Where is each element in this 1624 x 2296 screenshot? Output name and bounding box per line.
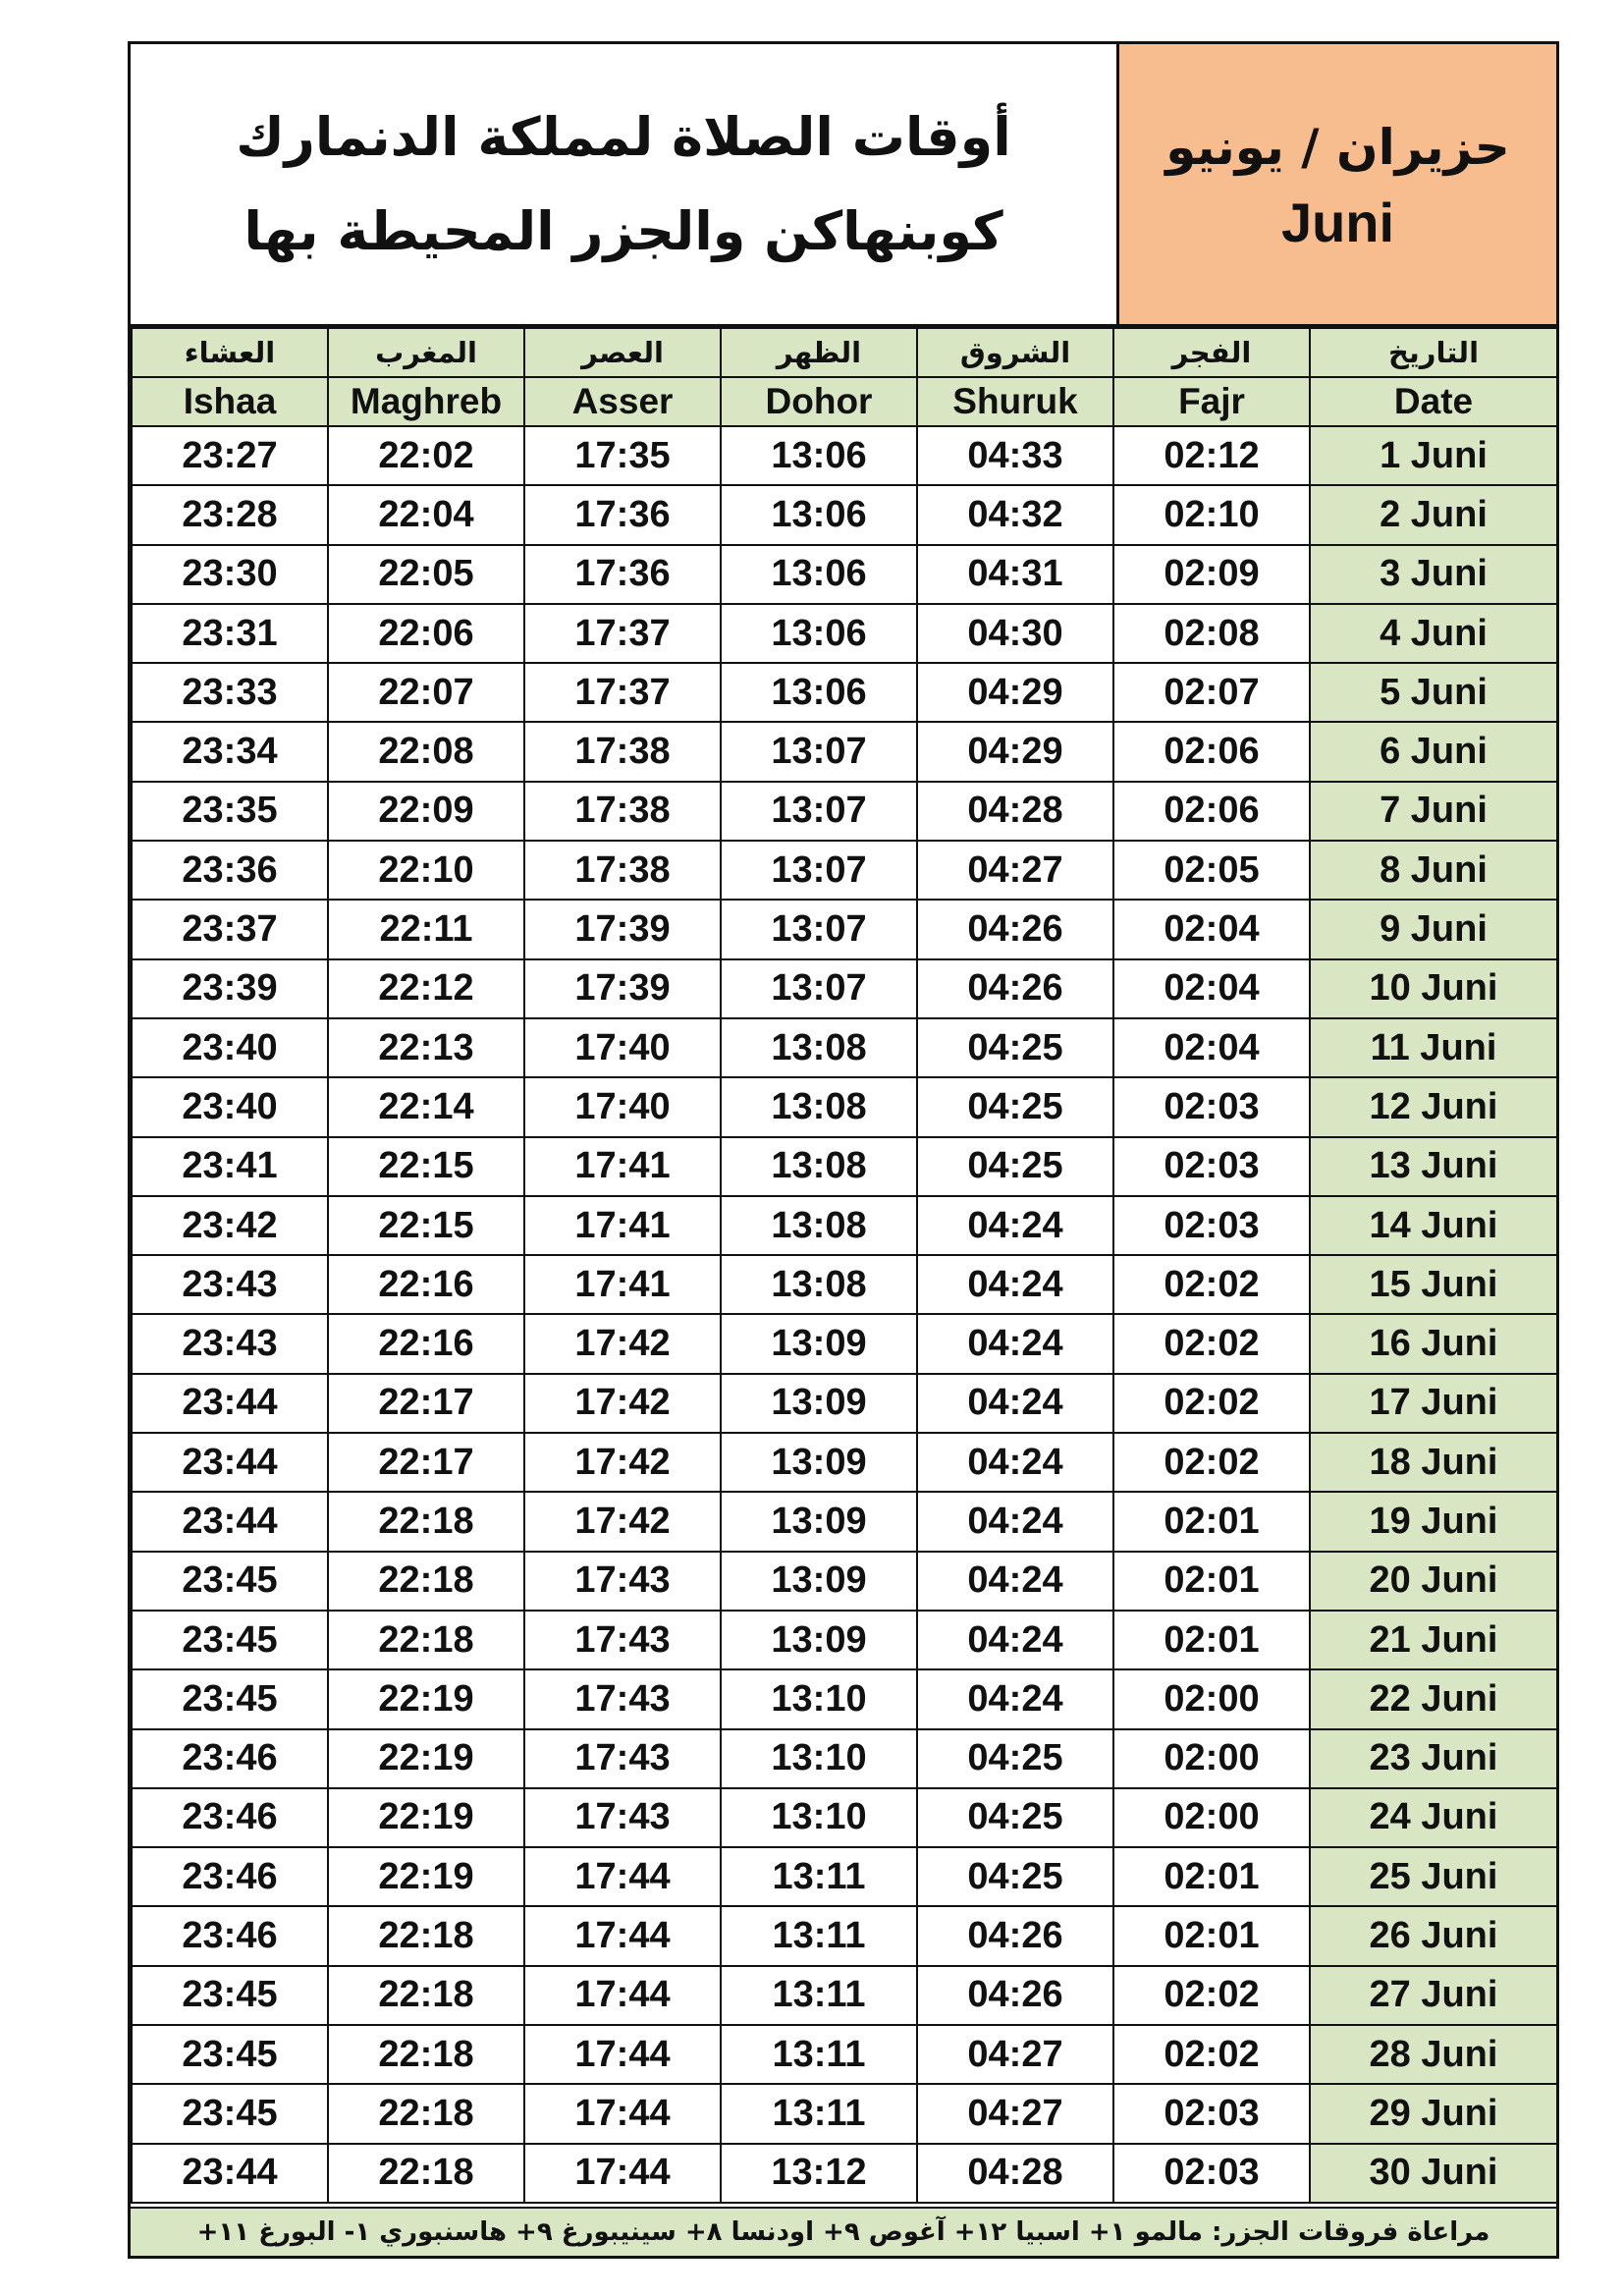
month-arabic: حزيران / يونيو [1165,118,1510,176]
shuruk-cell: 04:24 [917,1255,1113,1314]
date-cell: 6 Juni [1310,722,1557,781]
shuruk-cell: 04:29 [917,722,1113,781]
shuruk-cell: 04:25 [917,1847,1113,1906]
fajr-cell: 02:05 [1113,841,1310,900]
asser-cell: 17:36 [524,485,721,544]
dohor-cell: 13:12 [721,2144,917,2203]
fajr-cell: 02:01 [1113,1906,1310,1965]
ishaa-cell: 23:36 [132,841,328,900]
table-row [132,1314,1557,1373]
fajr-cell: 02:01 [1113,1611,1310,1669]
table-row [132,1137,1557,1196]
month-latin: Juni [1280,191,1395,253]
prayer-times-table [131,327,1558,2204]
shuruk-cell: 04:25 [917,1137,1113,1196]
dohor-cell: 13:11 [721,1966,917,2025]
asser-cell: 17:35 [524,426,721,485]
asser-cell: 17:42 [524,1374,721,1433]
dohor-cell: 13:06 [721,663,917,722]
maghreb-cell: 22:06 [328,604,524,663]
fajr-cell: 02:02 [1113,2025,1310,2084]
date-cell: 5 Juni [1310,663,1557,722]
asser-cell: 17:42 [524,1314,721,1373]
dohor-cell: 13:09 [721,1552,917,1611]
shuruk-cell: 04:25 [917,1729,1113,1788]
asser-cell: 17:44 [524,2084,721,2143]
asser-cell: 17:37 [524,604,721,663]
shuruk-cell: 04:27 [917,2084,1113,2143]
maghreb-cell: 22:15 [328,1196,524,1255]
shuruk-cell: 04:25 [917,1018,1113,1077]
shuruk-cell: 04:24 [917,1433,1113,1492]
maghreb-cell: 22:13 [328,1018,524,1077]
asser-cell: 17:36 [524,545,721,604]
maghreb-cell: 22:07 [328,663,524,722]
asser-cell: 17:43 [524,1669,721,1728]
date-cell: 11 Juni [1310,1018,1557,1077]
table-row [132,485,1557,544]
asser-cell: 17:40 [524,1077,721,1136]
fajr-cell: 02:02 [1113,1966,1310,2025]
maghreb-cell: 22:18 [328,2144,524,2203]
table-row [132,1196,1557,1255]
date-cell: 9 Juni [1310,900,1557,958]
dohor-cell: 13:10 [721,1788,917,1847]
dohor-cell: 13:06 [721,426,917,485]
fajr-cell: 02:06 [1113,782,1310,841]
ishaa-cell: 23:30 [132,545,328,604]
asser-cell: 17:43 [524,1729,721,1788]
date-cell: 23 Juni [1310,1729,1557,1788]
ishaa-cell: 23:44 [132,1433,328,1492]
fajr-cell: 02:04 [1113,1018,1310,1077]
ishaa-cell: 23:42 [132,1196,328,1255]
sheet-header [131,44,1556,327]
col-header-fajr: Fajr [1113,377,1310,426]
shuruk-cell: 04:28 [917,2144,1113,2203]
maghreb-cell: 22:08 [328,722,524,781]
maghreb-cell: 22:18 [328,2084,524,2143]
table-row [132,663,1557,722]
dohor-cell: 13:07 [721,841,917,900]
maghreb-cell: 22:05 [328,545,524,604]
dohor-cell: 13:09 [721,1314,917,1373]
date-cell: 20 Juni [1310,1552,1557,1611]
col-header-dohor-ar: الظهر [721,328,917,377]
dohor-cell: 13:09 [721,1433,917,1492]
shuruk-cell: 04:28 [917,782,1113,841]
dohor-cell: 13:11 [721,1847,917,1906]
shuruk-cell: 04:24 [917,1611,1113,1669]
col-header-fajr-ar: الفجر [1113,328,1310,377]
asser-cell: 17:44 [524,2025,721,2084]
asser-cell: 17:43 [524,1552,721,1611]
col-header-maghreb: Maghreb [328,377,524,426]
maghreb-cell: 22:04 [328,485,524,544]
fajr-cell: 02:01 [1113,1552,1310,1611]
ishaa-cell: 23:41 [132,1137,328,1196]
asser-cell: 17:44 [524,1906,721,1965]
shuruk-cell: 04:26 [917,1906,1113,1965]
table-row [132,1433,1557,1492]
date-cell: 30 Juni [1310,2144,1557,2203]
table-row [132,2084,1557,2143]
date-cell: 3 Juni [1310,545,1557,604]
title-line-1: أوقات الصلاة لمملكة الدنمارك [236,105,1011,168]
shuruk-cell: 04:26 [917,1966,1113,2025]
ishaa-cell: 23:43 [132,1314,328,1373]
date-cell: 12 Juni [1310,1077,1557,1136]
col-header-date: Date [1310,377,1557,426]
table-row [132,1018,1557,1077]
ishaa-cell: 23:45 [132,2025,328,2084]
dohor-cell: 13:08 [721,1196,917,1255]
table-row [132,959,1557,1018]
maghreb-cell: 22:18 [328,1906,524,1965]
asser-cell: 17:41 [524,1196,721,1255]
asser-cell: 17:38 [524,782,721,841]
ishaa-cell: 23:44 [132,2144,328,2203]
date-cell: 15 Juni [1310,1255,1557,1314]
table-row [132,426,1557,485]
date-cell: 8 Juni [1310,841,1557,900]
ishaa-cell: 23:43 [132,1255,328,1314]
maghreb-cell: 22:18 [328,2025,524,2084]
table-row [132,2025,1557,2084]
fajr-cell: 02:10 [1113,485,1310,544]
fajr-cell: 02:03 [1113,2144,1310,2203]
fajr-cell: 02:07 [1113,663,1310,722]
dohor-cell: 13:08 [721,1018,917,1077]
asser-cell: 17:44 [524,1847,721,1906]
dohor-cell: 13:08 [721,1077,917,1136]
date-cell: 17 Juni [1310,1374,1557,1433]
asser-cell: 17:41 [524,1255,721,1314]
maghreb-cell: 22:19 [328,1788,524,1847]
date-cell: 19 Juni [1310,1492,1557,1551]
maghreb-cell: 22:19 [328,1729,524,1788]
fajr-cell: 02:02 [1113,1314,1310,1373]
shuruk-cell: 04:30 [917,604,1113,663]
date-cell: 7 Juni [1310,782,1557,841]
col-header-asser: Asser [524,377,721,426]
shuruk-cell: 04:24 [917,1492,1113,1551]
ishaa-cell: 23:46 [132,1788,328,1847]
shuruk-cell: 04:24 [917,1669,1113,1728]
dohor-cell: 13:11 [721,1906,917,1965]
fajr-cell: 02:03 [1113,2084,1310,2143]
asser-cell: 17:39 [524,959,721,1018]
shuruk-cell: 04:33 [917,426,1113,485]
fajr-cell: 02:00 [1113,1788,1310,1847]
ishaa-cell: 23:44 [132,1492,328,1551]
fajr-cell: 02:03 [1113,1137,1310,1196]
table-row [132,1492,1557,1551]
ishaa-cell: 23:45 [132,2084,328,2143]
col-header-ishaa-ar: العشاء [132,328,328,377]
maghreb-cell: 22:12 [328,959,524,1018]
col-header-asser-ar: العصر [524,328,721,377]
date-cell: 26 Juni [1310,1906,1557,1965]
shuruk-cell: 04:27 [917,841,1113,900]
dohor-cell: 13:10 [721,1729,917,1788]
title-line-2: كوبنهاكن والجزر المحيطة بها [244,199,1003,262]
asser-cell: 17:43 [524,1788,721,1847]
ishaa-cell: 23:37 [132,900,328,958]
ishaa-cell: 23:46 [132,1906,328,1965]
ishaa-cell: 23:27 [132,426,328,485]
date-cell: 18 Juni [1310,1433,1557,1492]
month-box [1116,44,1556,324]
table-row [132,1552,1557,1611]
maghreb-cell: 22:02 [328,426,524,485]
ishaa-cell: 23:40 [132,1018,328,1077]
fajr-cell: 02:02 [1113,1255,1310,1314]
maghreb-cell: 22:18 [328,1966,524,2025]
header-row-latin [132,377,1557,426]
asser-cell: 17:40 [524,1018,721,1077]
table-row [132,1966,1557,2025]
col-header-dohor: Dohor [721,377,917,426]
date-cell: 25 Juni [1310,1847,1557,1906]
maghreb-cell: 22:11 [328,900,524,958]
fajr-cell: 02:02 [1113,1433,1310,1492]
dohor-cell: 13:08 [721,1255,917,1314]
date-cell: 16 Juni [1310,1314,1557,1373]
ishaa-cell: 23:31 [132,604,328,663]
shuruk-cell: 04:27 [917,2025,1113,2084]
prayer-times-sheet [128,41,1559,2259]
fajr-cell: 02:02 [1113,1374,1310,1433]
table-row [132,604,1557,663]
maghreb-cell: 22:17 [328,1433,524,1492]
shuruk-cell: 04:24 [917,1552,1113,1611]
maghreb-cell: 22:15 [328,1137,524,1196]
maghreb-cell: 22:09 [328,782,524,841]
shuruk-cell: 04:24 [917,1314,1113,1373]
maghreb-cell: 22:18 [328,1611,524,1669]
date-cell: 1 Juni [1310,426,1557,485]
ishaa-cell: 23:45 [132,1611,328,1669]
footer-note: مراعاة فروقات الجزر: مالمو ١+ اسبيا ١٢+ آغوص ٩+ اودنسا ٨+ سينيبورغ ٩+ هاسنبوري ١- البورغ ١١+ [131,2207,1556,2256]
asser-cell: 17:39 [524,900,721,958]
col-header-maghreb-ar: المغرب [328,328,524,377]
maghreb-cell: 22:17 [328,1374,524,1433]
maghreb-cell: 22:18 [328,1552,524,1611]
col-header-ishaa: Ishaa [132,377,328,426]
fajr-cell: 02:00 [1113,1669,1310,1728]
fajr-cell: 02:06 [1113,722,1310,781]
asser-cell: 17:38 [524,841,721,900]
dohor-cell: 13:09 [721,1611,917,1669]
maghreb-cell: 22:16 [328,1255,524,1314]
table-row [132,1611,1557,1669]
dohor-cell: 13:07 [721,900,917,958]
fajr-cell: 02:09 [1113,545,1310,604]
fajr-cell: 02:03 [1113,1196,1310,1255]
maghreb-cell: 22:16 [328,1314,524,1373]
shuruk-cell: 04:26 [917,900,1113,958]
date-cell: 22 Juni [1310,1669,1557,1728]
asser-cell: 17:43 [524,1611,721,1669]
table-row [132,1729,1557,1788]
asser-cell: 17:42 [524,1492,721,1551]
ishaa-cell: 23:45 [132,1966,328,2025]
table-row [132,1788,1557,1847]
asser-cell: 17:44 [524,1966,721,2025]
dohor-cell: 13:09 [721,1374,917,1433]
date-cell: 24 Juni [1310,1788,1557,1847]
table-row [132,900,1557,958]
dohor-cell: 13:07 [721,782,917,841]
ishaa-cell: 23:40 [132,1077,328,1136]
col-header-date-ar: التاريخ [1310,328,1557,377]
dohor-cell: 13:06 [721,545,917,604]
col-header-shuruk-ar: الشروق [917,328,1113,377]
dohor-cell: 13:08 [721,1137,917,1196]
header-row-arabic [132,328,1557,377]
dohor-cell: 13:11 [721,2025,917,2084]
shuruk-cell: 04:26 [917,959,1113,1018]
maghreb-cell: 22:19 [328,1847,524,1906]
ishaa-cell: 23:35 [132,782,328,841]
maghreb-cell: 22:14 [328,1077,524,1136]
table-row [132,841,1557,900]
table-row [132,1669,1557,1728]
fajr-cell: 02:01 [1113,1847,1310,1906]
asser-cell: 17:44 [524,2144,721,2203]
dohor-cell: 13:11 [721,2084,917,2143]
fajr-cell: 02:03 [1113,1077,1310,1136]
table-row [132,1906,1557,1965]
shuruk-cell: 04:25 [917,1077,1113,1136]
table-row [132,545,1557,604]
fajr-cell: 02:12 [1113,426,1310,485]
ishaa-cell: 23:28 [132,485,328,544]
shuruk-cell: 04:25 [917,1788,1113,1847]
ishaa-cell: 23:46 [132,1847,328,1906]
shuruk-cell: 04:31 [917,545,1113,604]
dohor-cell: 13:06 [721,485,917,544]
table-row [132,1255,1557,1314]
table-row [132,1847,1557,1906]
dohor-cell: 13:10 [721,1669,917,1728]
shuruk-cell: 04:24 [917,1196,1113,1255]
table-row [132,782,1557,841]
date-cell: 2 Juni [1310,485,1557,544]
ishaa-cell: 23:33 [132,663,328,722]
date-cell: 4 Juni [1310,604,1557,663]
date-cell: 27 Juni [1310,1966,1557,2025]
maghreb-cell: 22:18 [328,1492,524,1551]
date-cell: 28 Juni [1310,2025,1557,2084]
date-cell: 29 Juni [1310,2084,1557,2143]
fajr-cell: 02:04 [1113,959,1310,1018]
asser-cell: 17:41 [524,1137,721,1196]
dohor-cell: 13:07 [721,722,917,781]
date-cell: 21 Juni [1310,1611,1557,1669]
date-cell: 14 Juni [1310,1196,1557,1255]
asser-cell: 17:42 [524,1433,721,1492]
dohor-cell: 13:06 [721,604,917,663]
fajr-cell: 02:04 [1113,900,1310,958]
table-row [132,2144,1557,2203]
date-cell: 13 Juni [1310,1137,1557,1196]
title-box [131,44,1116,324]
dohor-cell: 13:09 [721,1492,917,1551]
fajr-cell: 02:00 [1113,1729,1310,1788]
ishaa-cell: 23:46 [132,1729,328,1788]
date-cell: 10 Juni [1310,959,1557,1018]
table-row [132,1374,1557,1433]
shuruk-cell: 04:29 [917,663,1113,722]
ishaa-cell: 23:34 [132,722,328,781]
table-body [132,426,1557,2203]
dohor-cell: 13:07 [721,959,917,1018]
ishaa-cell: 23:39 [132,959,328,1018]
asser-cell: 17:38 [524,722,721,781]
ishaa-cell: 23:45 [132,1669,328,1728]
ishaa-cell: 23:45 [132,1552,328,1611]
maghreb-cell: 22:10 [328,841,524,900]
table-row [132,1077,1557,1136]
ishaa-cell: 23:44 [132,1374,328,1433]
asser-cell: 17:37 [524,663,721,722]
fajr-cell: 02:01 [1113,1492,1310,1551]
col-header-shuruk: Shuruk [917,377,1113,426]
fajr-cell: 02:08 [1113,604,1310,663]
shuruk-cell: 04:24 [917,1374,1113,1433]
shuruk-cell: 04:32 [917,485,1113,544]
table-row [132,722,1557,781]
maghreb-cell: 22:19 [328,1669,524,1728]
